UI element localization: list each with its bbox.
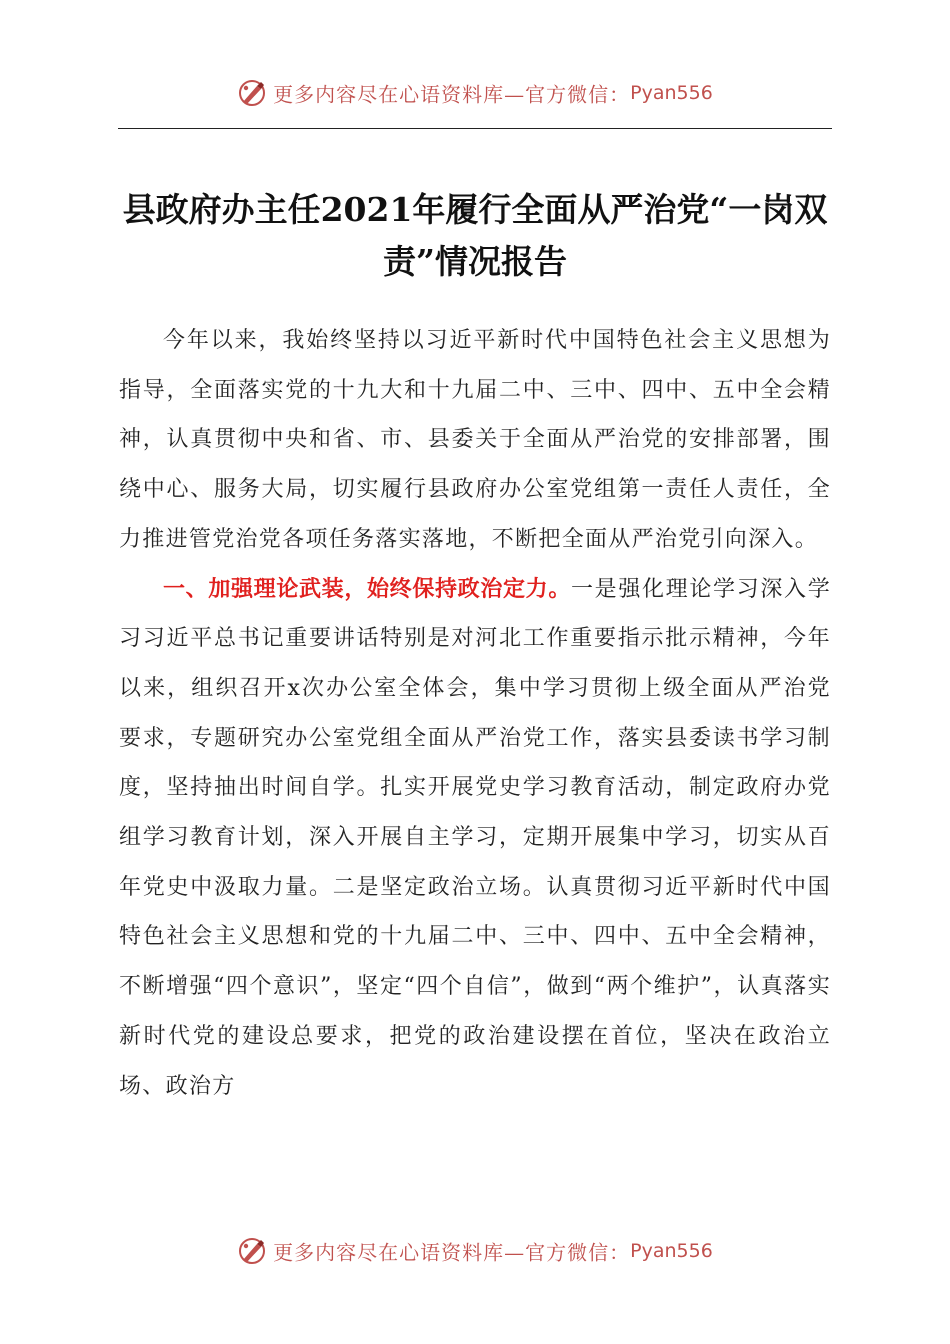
footer-banner-text: 更多内容尽在心语资料库—官方微信： bbox=[273, 1240, 631, 1265]
header-banner-text: 更多内容尽在心语资料库—官方微信： bbox=[273, 82, 631, 107]
header-divider bbox=[118, 128, 832, 129]
section-1-paragraph bbox=[119, 565, 831, 1112]
section-1-heading: 一、加强理论武装，始终保持政治定力。 bbox=[163, 576, 572, 602]
section-1-body: 一是强化理论学习深入学习习近平总书记重要讲话特别是对河北工作重要指示批示精神，今年以来，组织召开x次办公室全体会，集中学习贯彻上级全面从严治党要求，专题研究办公室党组全面从严治党工作，落实县委读书学习制度，坚持抽出时间自学。扎实开展党史学习教育活动，制定政府办党组学习教育计划，深入开展自主学习，定期开展集中学习，切实从百年党史中汲取力量。二是坚定政治立场。认真贯彻习近平新时代中国特色社会主义思想和党的十九届二中、三中、四中、五中全会精神，不断增强“四个意识”，坚定“四个自信”，做到“两个维护”，认真落实新时代党的建设总要求，把党的政治建设摆在首位，坚决在政治立场、政治方 bbox=[119, 576, 831, 1099]
pen-logo-icon bbox=[237, 1236, 267, 1266]
footer-banner bbox=[0, 1236, 950, 1266]
header-banner bbox=[0, 78, 950, 108]
document-title: 县政府办主任2021年履行全面从严治党“一岗双责”情况报告 bbox=[122, 190, 828, 281]
footer-banner-wechat: Pyan556 bbox=[630, 1240, 713, 1262]
header-banner-wechat: Pyan556 bbox=[630, 82, 713, 104]
intro-paragraph: 今年以来，我始终坚持以习近平新时代中国特色社会主义思想为指导，全面落实党的十九大和十九届二中、三中、四中、五中全会精神，认真贯彻中央和省、市、县委关于全面从严治党的安排部署，围绕中心、服务大局，切实履行县政府办公室党组第一责任人责任，全力推进管党治党各项任务落实落地，不断把全面从严治党引向深入。 bbox=[119, 328, 831, 552]
document-body bbox=[119, 316, 831, 1111]
pen-logo-icon bbox=[237, 78, 267, 108]
